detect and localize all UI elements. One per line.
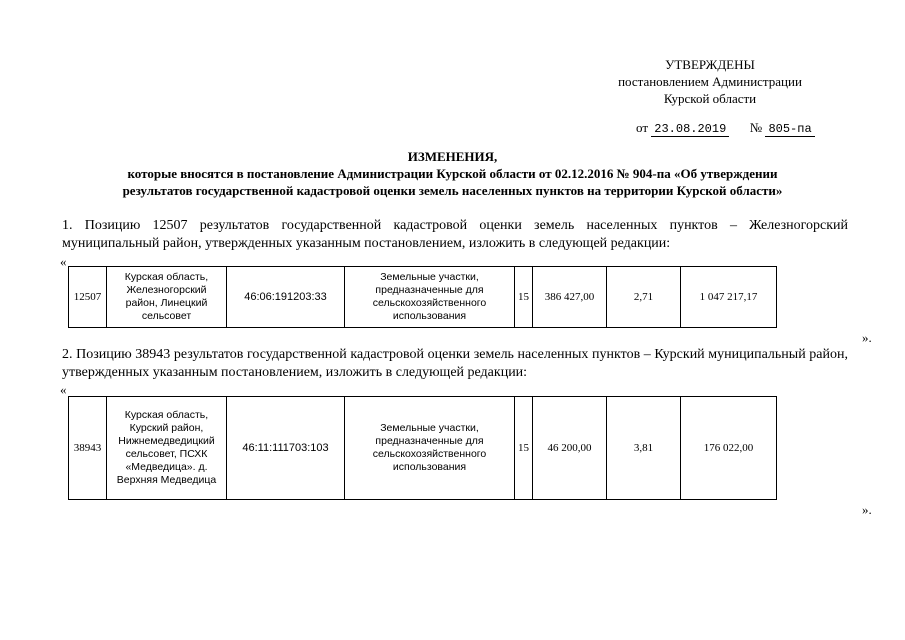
group-cell: 15 bbox=[515, 397, 533, 500]
date-prefix: от bbox=[636, 120, 649, 135]
approval-line-2: постановлением Администрации bbox=[618, 74, 802, 89]
section-2-table bbox=[68, 396, 777, 500]
document-heading bbox=[40, 148, 865, 199]
number-prefix: № bbox=[749, 120, 763, 135]
section-2-quote-open: « bbox=[60, 382, 67, 397]
rate-cell: 2,71 bbox=[607, 267, 681, 328]
position-id: 12507 bbox=[69, 267, 107, 328]
section-2-quote-close: ». bbox=[862, 502, 872, 517]
approval-line-3: Курской области bbox=[663, 91, 757, 106]
address-cell: Курская область, Железногорский район, Линецкий сельсовет bbox=[107, 267, 227, 328]
value-cell: 176 022,00 bbox=[681, 397, 777, 500]
rate-cell: 3,81 bbox=[607, 397, 681, 500]
section-1-quote-close: ». bbox=[862, 330, 872, 345]
address-cell: Курская область, Курский район, Нижнемедведицкий сельсовет, ПСХК «Медведица». д. Верхняя Медведица bbox=[107, 397, 227, 500]
land-use-cell: Земельные участки, предназначенные для сельскохозяйственного использования bbox=[345, 397, 515, 500]
heading-title: ИЗМЕНЕНИЯ, bbox=[407, 149, 498, 164]
section-1-quote-open: « bbox=[60, 254, 67, 269]
area-cell: 46 200,00 bbox=[533, 397, 607, 500]
group-cell: 15 bbox=[515, 267, 533, 328]
section-1-table bbox=[68, 266, 777, 328]
table-row bbox=[69, 397, 777, 500]
approval-title: УТВЕРЖДЕНЫ bbox=[665, 57, 755, 72]
position-id: 38943 bbox=[69, 397, 107, 500]
section-1-paragraph: 1. Позицию 12507 результатов государственной кадастровой оценки земель населенных пунктов – Железногорский муниципальный район, утвержденных указанным постановлением, изложить в следующей редакции: bbox=[62, 218, 848, 251]
section-2-paragraph: 2. Позицию 38943 результатов государственной кадастровой оценки земель населенных пунктов – Курский муниципальный район, утвержденных указанным постановлением, изложить в следующей редакции: bbox=[62, 347, 848, 380]
cadastral-number-cell: 46:06:191203:33 bbox=[227, 267, 345, 328]
land-use-cell: Земельные участки, предназначенные для сельскохозяйственного использования bbox=[345, 267, 515, 328]
heading-line-2: которые вносятся в постановление Администрации Курской области от 02.12.2016 № 904-па «Об утверждении bbox=[127, 166, 778, 181]
approval-date: 23.08.2019 bbox=[651, 122, 729, 137]
approval-number: 805-па bbox=[765, 122, 814, 137]
table-row bbox=[69, 267, 777, 328]
area-cell: 386 427,00 bbox=[533, 267, 607, 328]
heading-line-3: результатов государственной кадастровой оценки земель населенных пунктов на территории Курской области» bbox=[122, 183, 783, 198]
value-cell: 1 047 217,17 bbox=[681, 267, 777, 328]
approval-date-number bbox=[636, 120, 815, 136]
cadastral-number-cell: 46:11:111703:103 bbox=[227, 397, 345, 500]
approval-block bbox=[560, 56, 860, 107]
